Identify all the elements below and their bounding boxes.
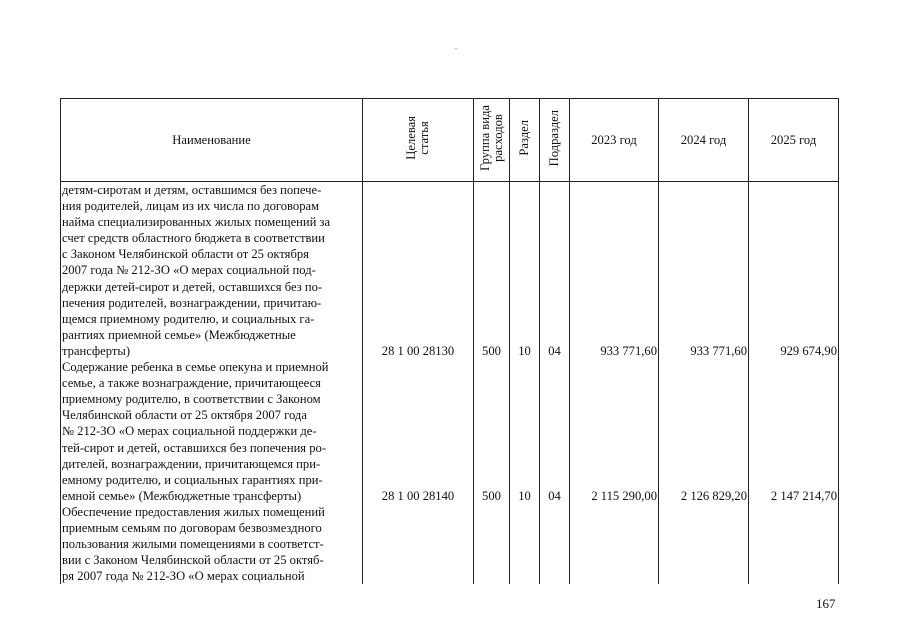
header-target: Целевая статья <box>363 99 474 182</box>
row-section: 10 <box>510 182 540 360</box>
row-subsection: 04 <box>540 359 570 504</box>
row-2025: 929 674,90 <box>749 182 839 360</box>
scan-speck <box>455 48 457 49</box>
header-group: Группа вида расходов <box>474 99 510 182</box>
row-name: Содержание ребенка в семье опекуна и приемной семье, а также вознаграждение, причитающееся приемному родителю, в соответствии с Законом Челябинской области от 25 октября 2007 года № 212-ЗО «О мерах социальной поддержки де- тей-сирот и детей, оставшихся без попечения ро- дителей, вознаграждении, причитающемся при- емному родителю, и социальных гарантиях при- емной семье» (Межбюджетные трансферты) <box>61 359 363 504</box>
row-2023 <box>570 504 659 584</box>
header-2024: 2024 год <box>659 99 749 182</box>
row-2025: 2 147 214,70 <box>749 359 839 504</box>
header-2025: 2025 год <box>749 99 839 182</box>
row-subsection: 04 <box>540 182 570 360</box>
row-2024: 933 771,60 <box>659 182 749 360</box>
table-row <box>61 504 839 584</box>
header-name: Наименование <box>61 99 363 182</box>
row-name: детям-сиротам и детям, оставшимся без попече- ния родителей, лицам из их числа по договорам найма специализированных жилых помещений за счет средств областного бюджета в соответствии с Законом Челябинской области от 25 октября 2007 года № 212-ЗО «О мерах социальной под- держки детей-сирот и детей, оставшихся без по- печения родителей, вознаграждении, причитаю- щемся приемному родителю, и социальных га- рантиях приемной семье» (Межбюджетные трансферты) <box>61 182 363 360</box>
header-2023: 2023 год <box>570 99 659 182</box>
row-name: Обеспечение предоставления жилых помещений приемным семьям по договорам безвозмездного пользования жилыми помещениями в соответст- вии с Законом Челябинской области от 25 октяб- ря 2007 года № 212-ЗО «О мерах социальной <box>61 504 363 584</box>
row-section <box>510 504 540 584</box>
row-subsection <box>540 504 570 584</box>
page-number: 167 <box>816 596 836 611</box>
row-target <box>363 504 474 584</box>
table-row <box>61 359 839 504</box>
header-section: Раздел <box>510 99 540 182</box>
row-2024 <box>659 504 749 584</box>
table-header-row <box>61 99 839 182</box>
row-section: 10 <box>510 359 540 504</box>
row-group: 500 <box>474 182 510 360</box>
row-2023: 933 771,60 <box>570 182 659 360</box>
header-subsection: Подраздел <box>540 99 570 182</box>
row-target: 28 1 00 28130 <box>363 182 474 360</box>
row-group <box>474 504 510 584</box>
budget-table <box>60 98 839 584</box>
row-target: 28 1 00 28140 <box>363 359 474 504</box>
row-2025 <box>749 504 839 584</box>
row-group: 500 <box>474 359 510 504</box>
row-2024: 2 126 829,20 <box>659 359 749 504</box>
table-row <box>61 182 839 360</box>
row-2023: 2 115 290,00 <box>570 359 659 504</box>
